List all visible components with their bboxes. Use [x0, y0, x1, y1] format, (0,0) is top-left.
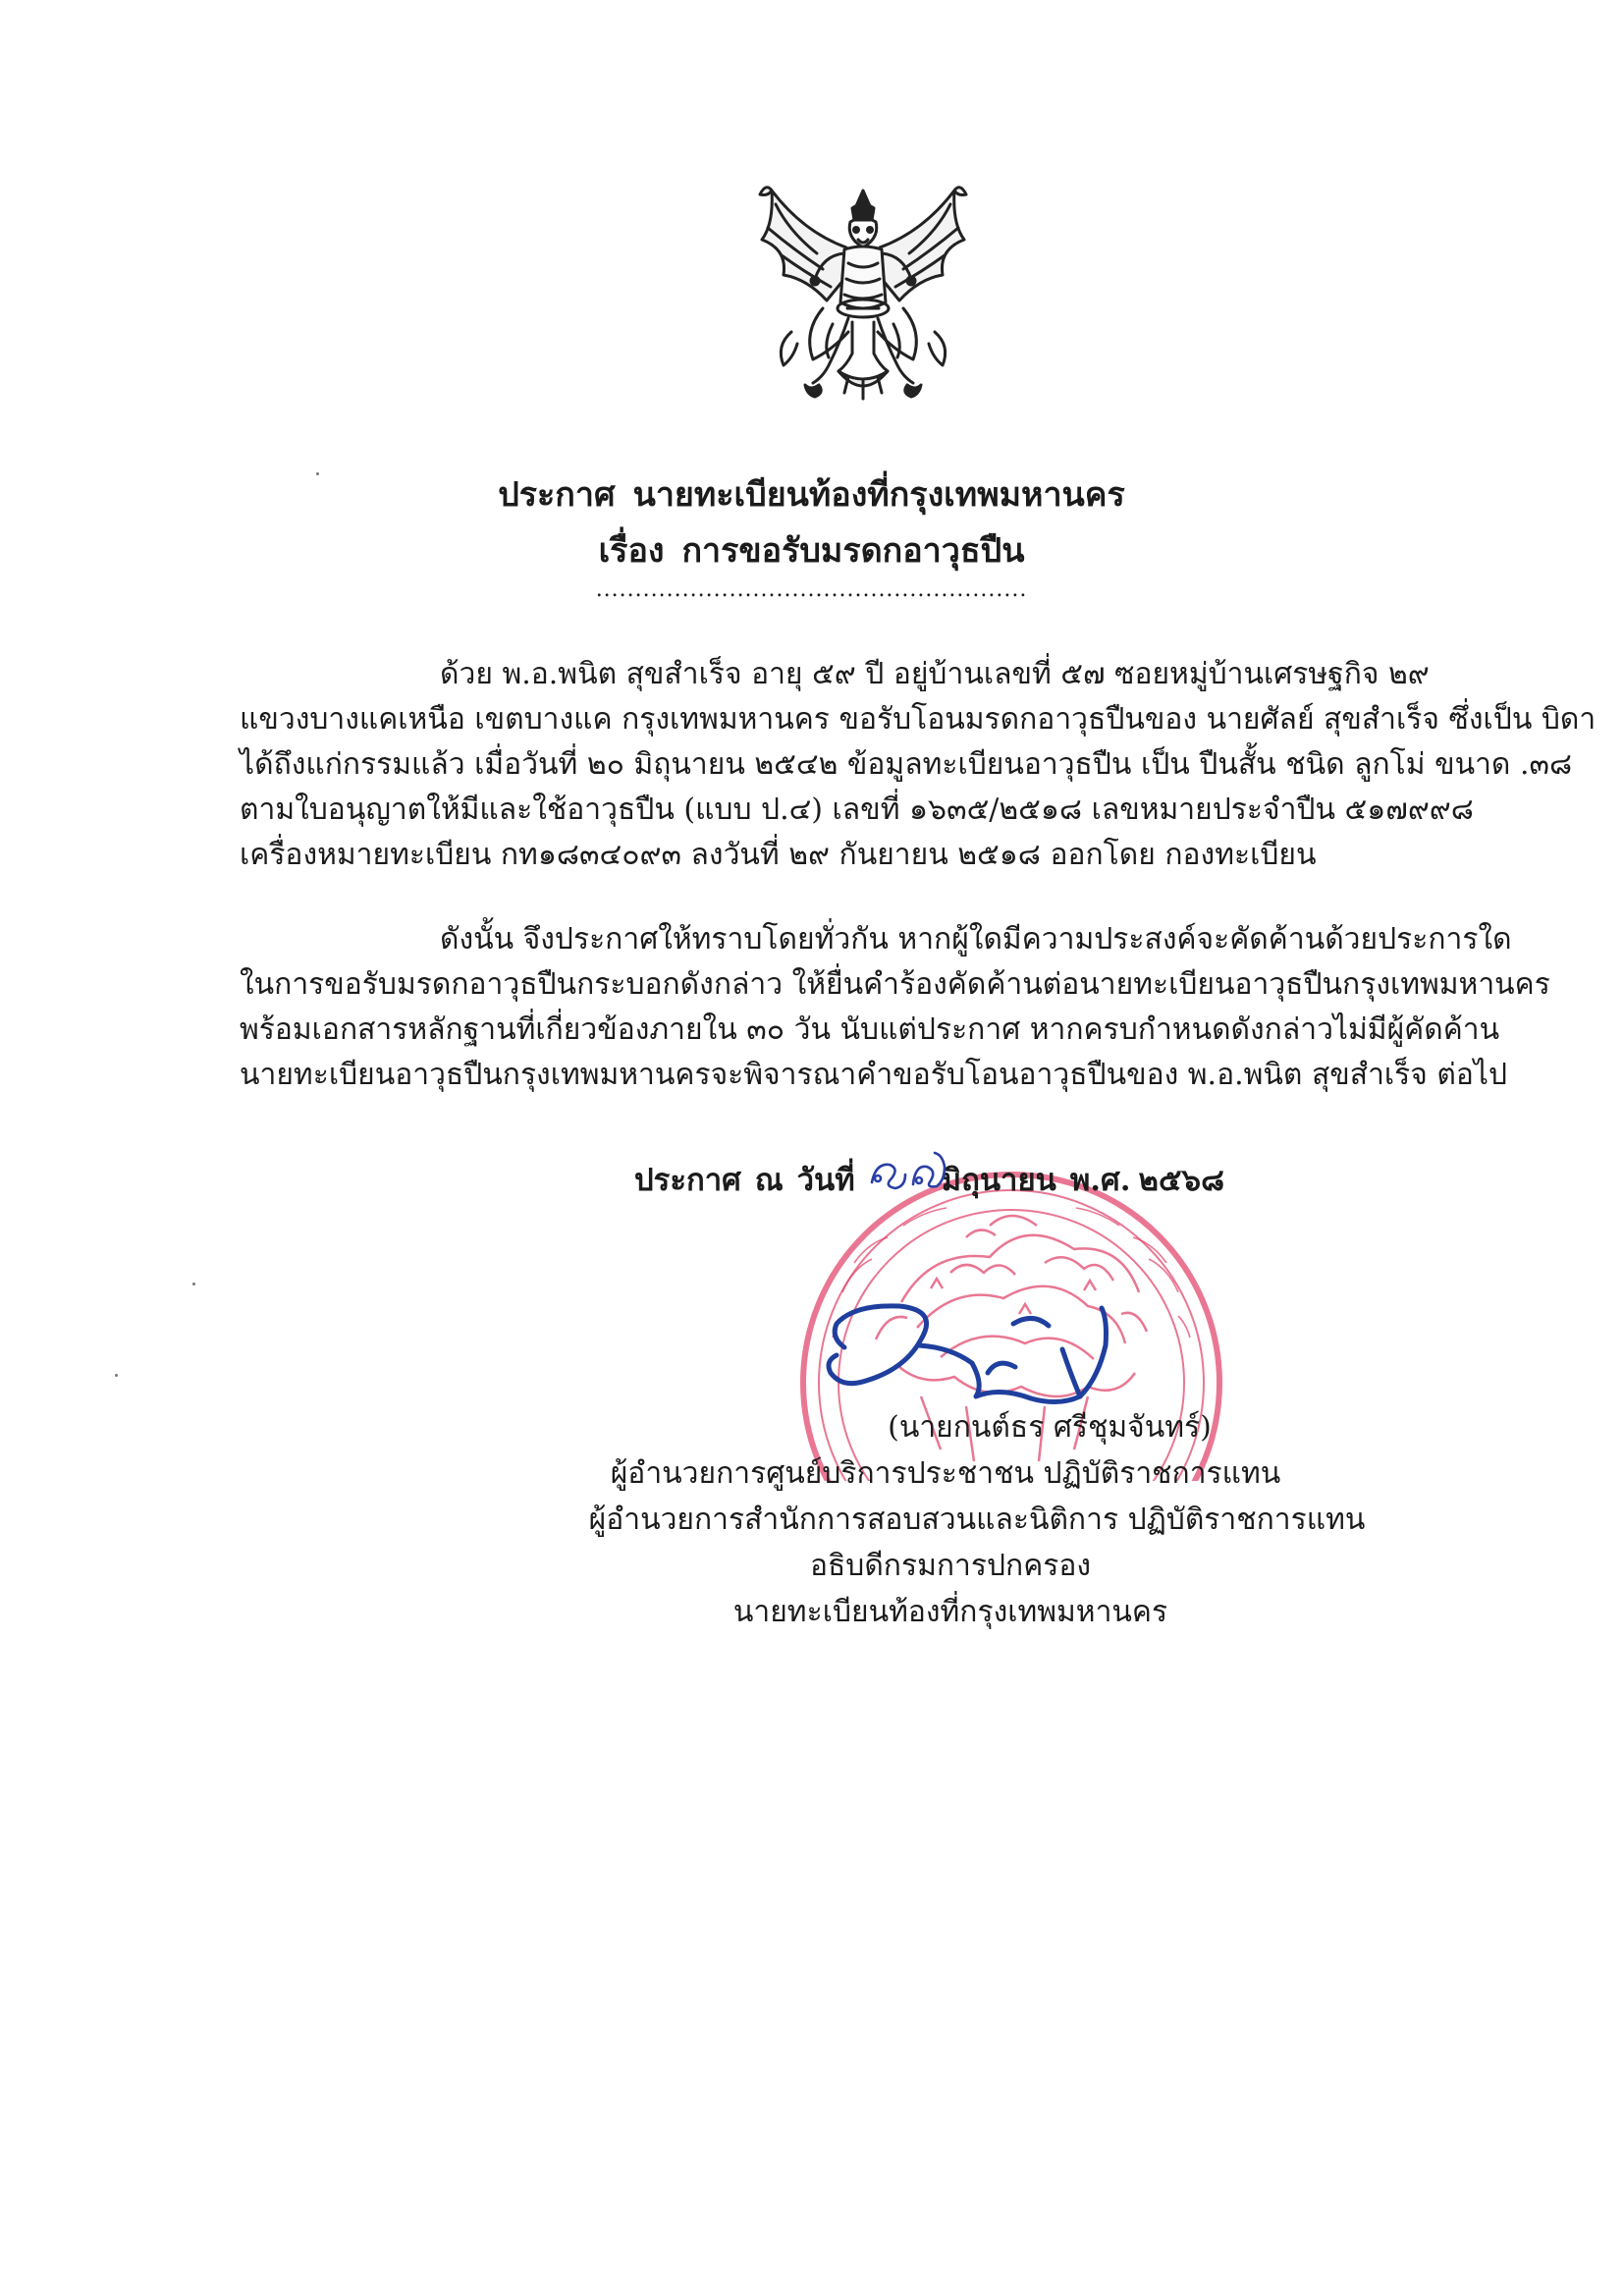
handwritten-day-icon: [866, 1145, 950, 1196]
paragraph-line: ได้ถึงแก่กรรมแล้ว เมื่อวันที่ ๒๐ มิถุนายน ๒๕๔๒ ข้อมูลทะเบียนอาวุธปืน เป็น ปืนสั้น ชนิด ลูกโม่ ขนาด .๓๘: [240, 747, 1573, 782]
title-separator: .......................................................: [595, 577, 1028, 602]
signatory-name: (นายกนต์ธร ศรีชุมจันทร์): [888, 1410, 1212, 1445]
garuda-emblem-icon: [754, 185, 972, 406]
date-day-label: วันที่: [796, 1163, 855, 1198]
body-paragraph-1: [240, 652, 1596, 878]
paragraph-line: ในการขอรับมรดกอาวุธปืนกระบอกดังกล่าว ให้ยื่นคำร้องคัดค้านต่อนายทะเบียนอาวุธปืนกรุงเทพมหานคร: [240, 967, 1550, 1002]
signatory-position-4: นายทะเบียนท้องที่กรุงเทพมหานคร: [732, 1595, 1168, 1629]
signatory-block: [412, 1404, 1473, 1635]
subject-text: การขอรับมรดกอาวุธปืน: [681, 531, 1025, 571]
paragraph-line: เครื่องหมายทะเบียน กท๑๘๓๔๐๙๓ ลงวันที่ ๒๙ กันยายน ๒๕๑๘ ออกโดย กองทะเบียน: [240, 838, 1317, 872]
paragraph-line: นายทะเบียนอาวุธปืนกรุงเทพมหานครจะพิจารณาคำขอรับโอนอาวุธปืนของ พ.อ.พนิต สุขสำเร็จ ต่อไป: [240, 1058, 1508, 1092]
signatory-position-3: อธิบดีกรมการปกครอง: [809, 1549, 1092, 1583]
signatory-position-1: ผู้อำนวยการศูนย์บริการประชาชน ปฏิบัติราชการแทน: [610, 1456, 1281, 1491]
date-era: พ.ศ.: [1069, 1163, 1131, 1198]
scan-speck: [192, 1283, 195, 1285]
date-month: มิถุนายน: [941, 1163, 1056, 1198]
handwritten-day: [866, 1145, 950, 1196]
announcement-word: ประกาศ: [498, 475, 616, 515]
paragraph-line: แขวงบางแคเหนือ เขตบางแค กรุงเทพมหานคร ขอรับโอนมรดกอาวุธปืนของ นายศัลย์ สุขสำเร็จ ซึ่งเป็น บิดา: [240, 702, 1596, 737]
subject-word: เรื่อง: [598, 531, 665, 571]
body-paragraph-2: [240, 917, 1550, 1098]
date-at-word: ณ: [754, 1163, 784, 1198]
signature-icon: [803, 1290, 1145, 1420]
issuer-name: นายทะเบียนท้องที่กรุงเทพมหานคร: [632, 475, 1125, 515]
paragraph-line: ดังนั้น จึงประกาศให้ทราบโดยทั่วกัน หากผู้ใดมีความประสงค์จะคัดค้านด้วยประการใด: [440, 922, 1512, 957]
signatory-position-2: ผู้อำนวยการสำนักการสอบสวนและนิติการ ปฏิบัติราชการแทน: [588, 1503, 1366, 1537]
paragraph-line: ด้วย พ.อ.พนิต สุขสำเร็จ อายุ ๕๙ ปี อยู่บ้านเลขที่ ๕๗ ซอยหมู่บ้านเศรษฐกิจ ๒๙: [440, 657, 1430, 691]
announcement-title: [0, 467, 1623, 520]
scan-speck: [115, 1374, 118, 1377]
date-announced-word: ประกาศ: [634, 1163, 741, 1198]
date-year: ๒๕๖๘: [1138, 1163, 1225, 1198]
paragraph-line: พร้อมเอกสารหลักฐานที่เกี่ยวข้องภายใน ๓๐ วัน นับแต่ประกาศ หากครบกำหนดดังกล่าวไม่มีผู้คัดค้าน: [240, 1012, 1500, 1047]
announcement-subject: [0, 523, 1623, 576]
paragraph-line: ตามใบอนุญาตให้มีและใช้อาวุธปืน (แบบ ป.๔) เลขที่ ๑๖๓๕/๒๕๑๘ เลขหมายประจำปืน ๕๑๗๙๙๘: [240, 793, 1474, 827]
